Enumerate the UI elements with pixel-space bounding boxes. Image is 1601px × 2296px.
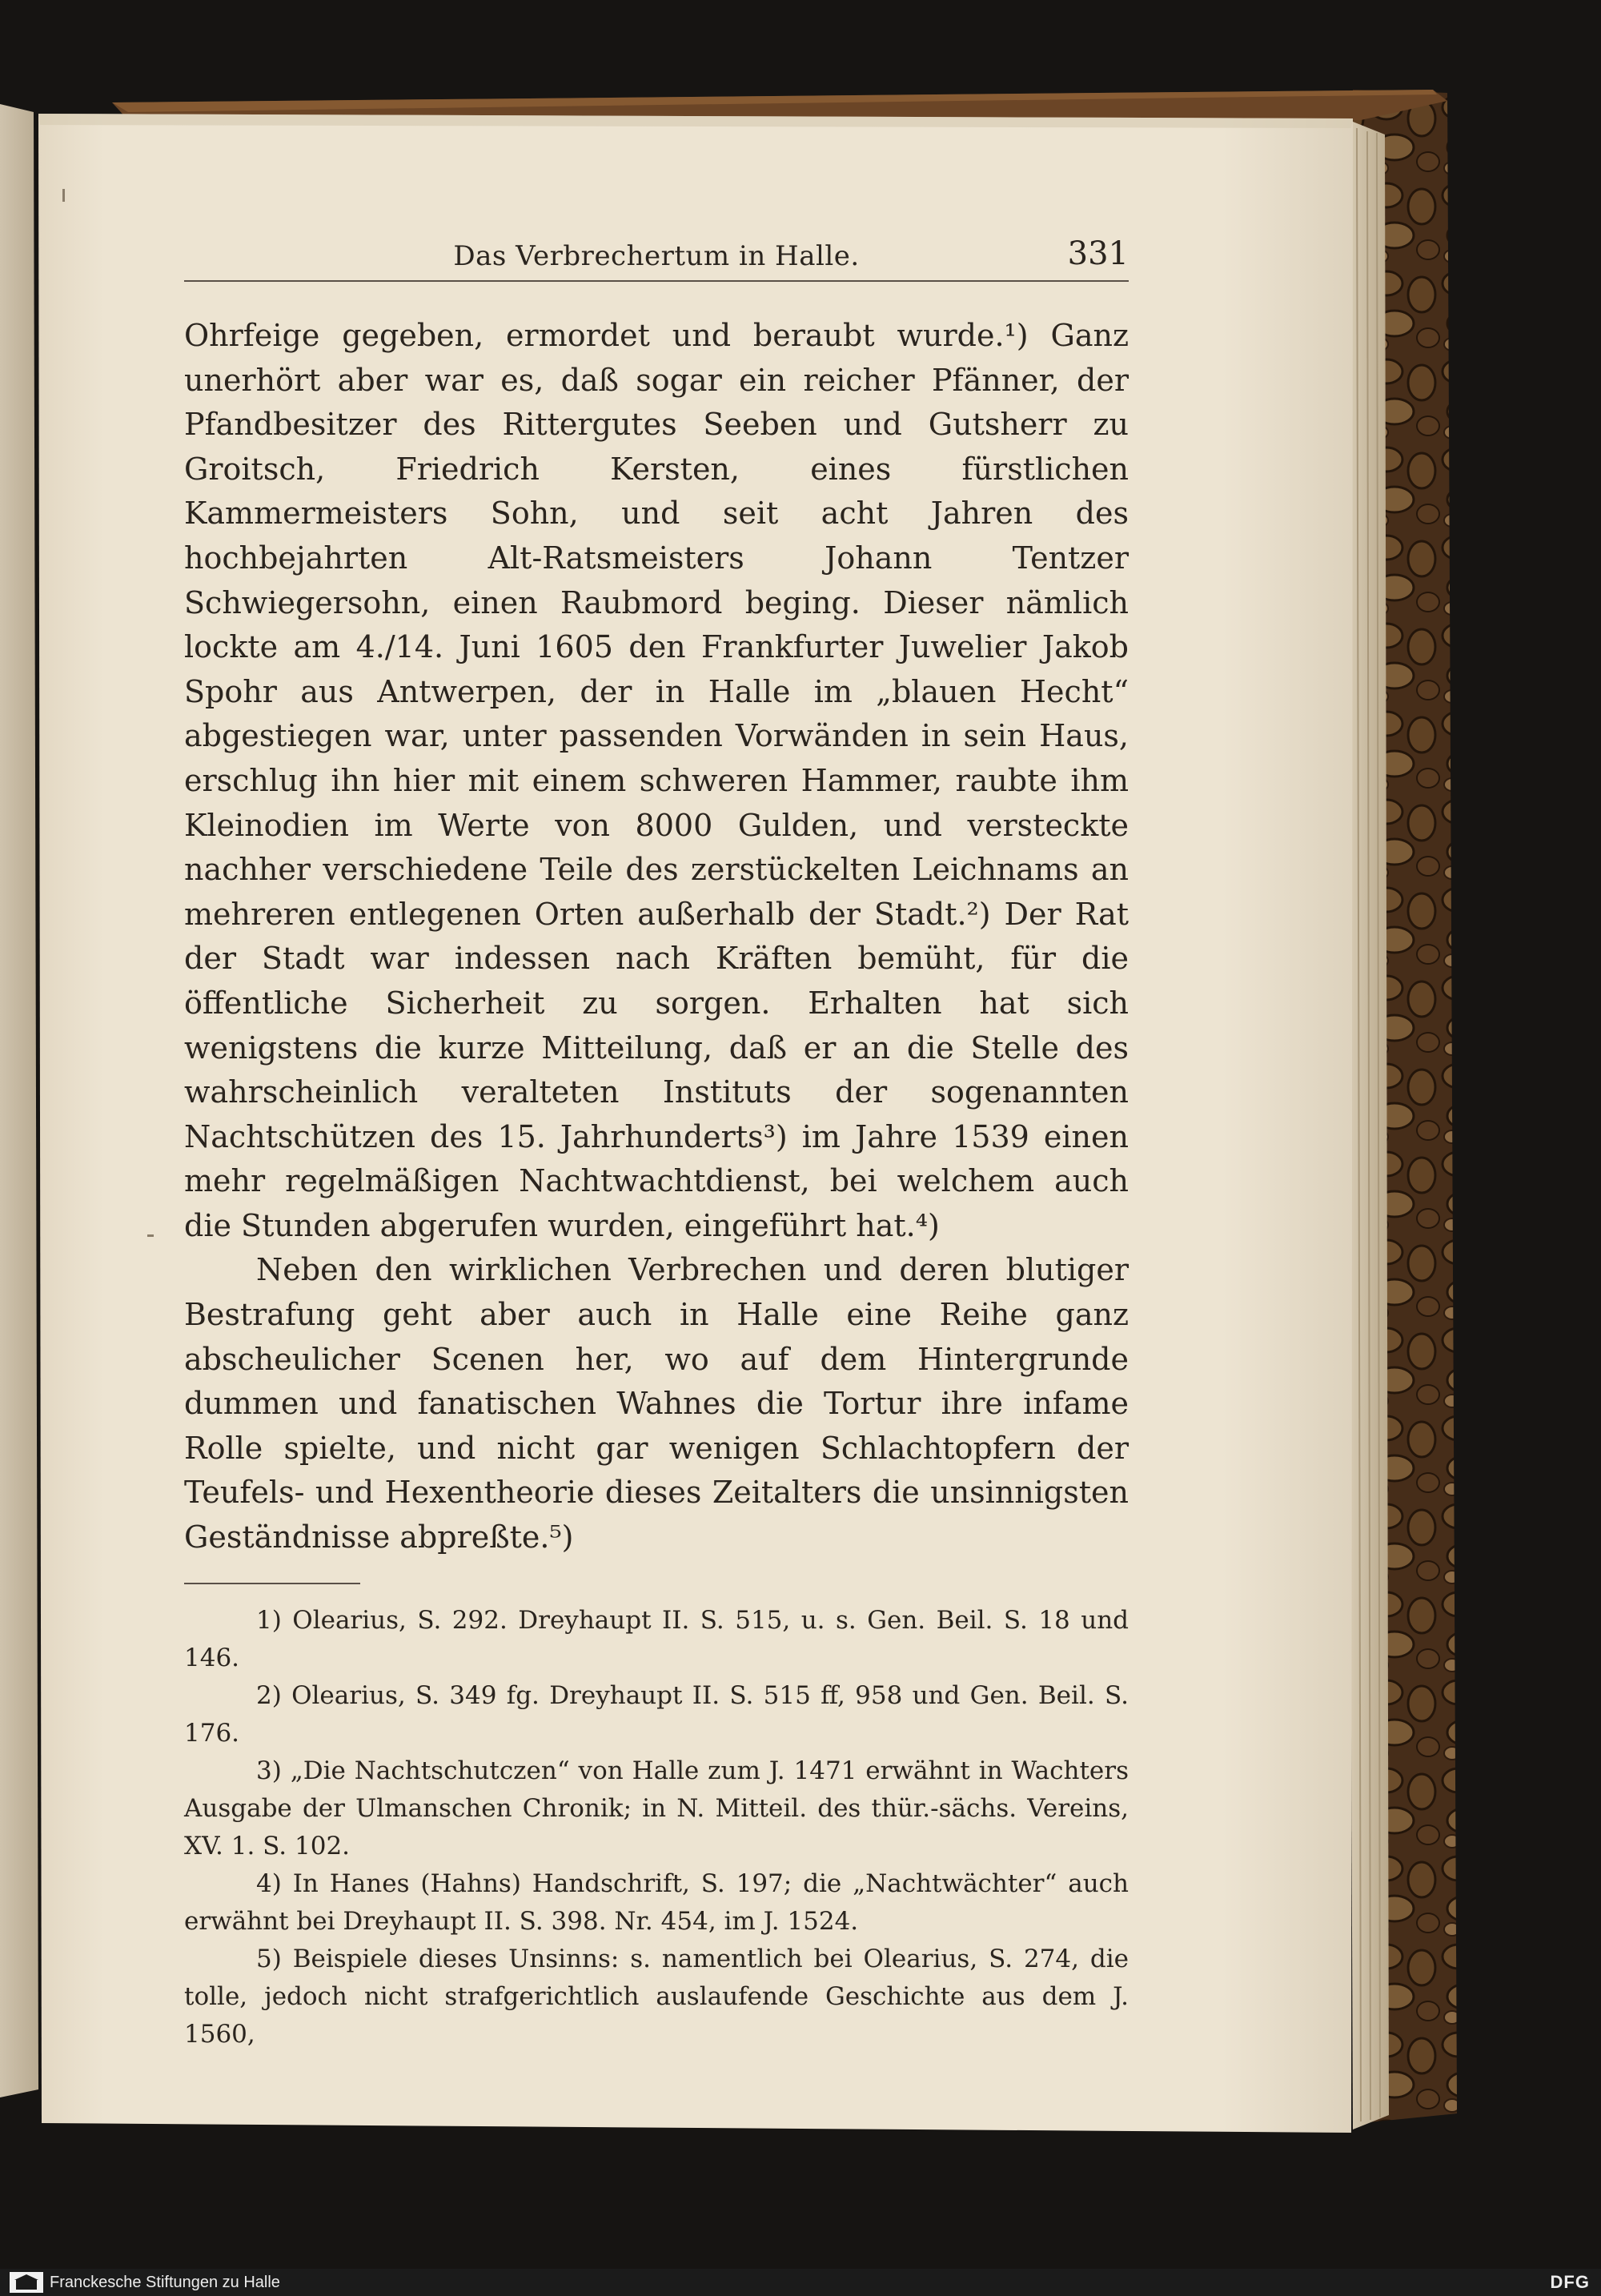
- viewer-footer-bar: [0, 2269, 1601, 2296]
- institution-logo-icon: [10, 2272, 43, 2293]
- left-page: [0, 104, 38, 2097]
- footnote-2: 2) Olearius, S. 349 fg. Dreyhaupt II. S. 515 ff, 958 und Gen. Beil. S. 176.: [184, 1680, 1129, 1748]
- institution-name[interactable]: Franckesche Stiftungen zu Halle: [50, 2274, 280, 2291]
- body-text: [184, 314, 1129, 1560]
- footnotes: [184, 1602, 1129, 2053]
- footnote-3: 3) „Die Nachtschutczen“ von Halle zum J. 1471 erwähnt in Wachters Ausgabe der Ulmanschen Chronik; in N. Mitteil. des thür.-sächs. Vereins, XV. 1. S. 102.: [184, 1756, 1129, 1860]
- page-number: 331: [1067, 235, 1129, 272]
- paragraph-2: Neben den wirklichen Verbrechen und deren blutiger Bestrafung geht aber auch in Halle eine Reihe ganz abscheulicher Scenen her, wo auf dem Hintergrunde dummen und fanatischen Wahnes die Tortur ihre infame Rolle spielte, und nicht gar wenigen Schlachtopfern der Teufels- und Hexentheorie dieses Zeitalters die unsinnigsten Geständnisse abpreßte.⁵): [184, 1252, 1129, 1555]
- footnote-4: 4) In Hanes (Hahns) Handschrift, S. 197; die „Nachtwächter“ auch erwähnt bei Dreyhaupt II. S. 398. Nr. 454, im J. 1524.: [184, 1869, 1129, 1936]
- dfg-logo[interactable]: DFG: [1550, 2272, 1590, 2292]
- paragraph-1: Ohrfeige gegeben, ermordet und beraubt wurde.¹) Ganz unerhört aber war es, daß sogar ein reicher Pfänner, der Pfandbesitzer des Rittergutes Seeben und Gutsherr zu Groitsch, Friedrich Kersten, eines fürstlichen Kammermeisters Sohn, und seit acht Jahren des hochbejahrten Alt-Ratsmeisters Johann Tentzer Schwiegersohn, einen Raubmord beging. Dieser nämlich lockte am 4./14. Juni 1605 den Frankfurter Juwelier Jakob Spohr aus Antwerpen, der in Halle im „blauen Hecht“ abgestiegen war, unter passenden Vorwänden in sein Haus, erschlug ihn hier mit einem schweren Hammer, raubte ihm Kleinodien im Werte von 8000 Gulden, und versteckte nachher verschiedene Teile des zerstückelten Leichnams an mehreren entlegenen Orten außerhalb der Stadt.²) Der Rat der Stadt war indessen nach Kräften bemüht, für die öffentliche Sicherheit zu sorgen. Erhalten hat sich wenigstens die kurze Mitteilung, daß er an die Stelle des wahrscheinlich veralteten Instituts der sogenannten Nachtschützen des 15. Jahrhunderts³) im Jahre 1539 einen mehr regelmäßigen Nachtwachtdienst, bei welchem auch die Stunden abgerufen wurden, eingeführt hat.⁴): [184, 318, 1129, 1243]
- page-text-block: [184, 232, 1129, 2053]
- running-head-title: Das Verbrechertum in Halle.: [453, 240, 860, 272]
- footnote-5: 5) Beispiele dieses Unsinns: s. namentlich bei Olearius, S. 274, die tolle, jedoch nicht strafgerichtlich auslaufende Geschichte aus dem J. 1560,: [184, 1944, 1129, 2049]
- running-header: [184, 232, 1129, 282]
- footnote-1: 1) Olearius, S. 292. Dreyhaupt II. S. 515, u. s. Gen. Beil. S. 18 und 146.: [184, 1605, 1129, 1672]
- footnote-separator: [184, 1583, 360, 1584]
